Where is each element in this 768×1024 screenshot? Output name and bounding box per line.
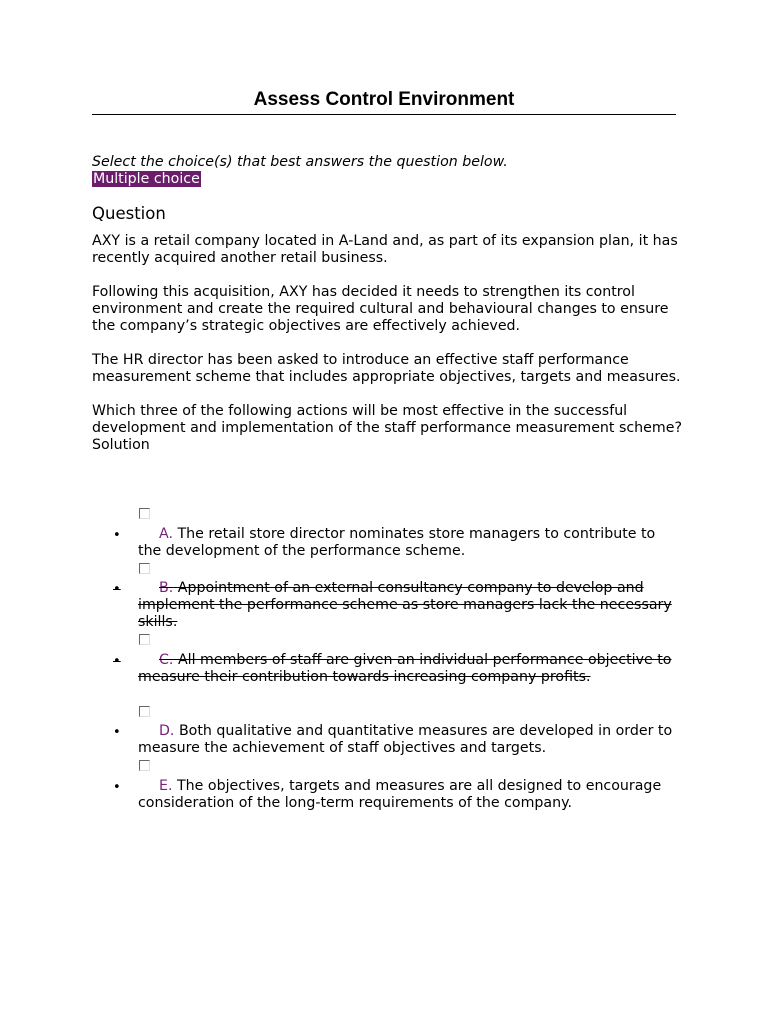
instruction-text: Select the choice(s) that best answers the question below.: [92, 154, 508, 170]
option-label: Both qualitative and quantitative measures are developed in order to measure the achievement of staff objectives and targets.: [138, 723, 673, 756]
option-label: All members of staff are given an individual performance objective to measure their contribution towards increasing company profits.: [138, 652, 672, 685]
option-text[interactable]: [138, 723, 678, 757]
option-checkbox[interactable]: [139, 760, 150, 771]
option-letter: E.: [159, 778, 173, 794]
option-text[interactable]: [138, 580, 678, 631]
question-paragraph: AXY is a retail company located in A-Land and, as part of its expansion plan, it has recently acquired another retail business.: [92, 233, 678, 266]
option-text[interactable]: [138, 526, 678, 560]
question-heading: Question: [92, 204, 166, 223]
option-checkbox[interactable]: [139, 563, 150, 574]
question-type-badge: Multiple choice: [93, 171, 200, 187]
bullet-icon: •: [113, 725, 121, 740]
option-text[interactable]: [138, 652, 678, 686]
question-paragraph: Which three of the following actions will be most effective in the successful development and implementation of the staff performance measurement scheme?: [92, 403, 682, 436]
bullet-icon: •: [113, 654, 121, 669]
bullet-icon: •: [113, 528, 121, 543]
option-letter: C.: [159, 652, 174, 668]
option-letter: B.: [159, 580, 174, 596]
question-paragraph: Following this acquisition, AXY has decided it needs to strengthen its control environment and create the required cultural and behavioural changes to ensure the company’s strategic objectives are effectively achieved.: [92, 284, 669, 334]
bullet-icon: •: [113, 780, 121, 795]
option-label: The objectives, targets and measures are all designed to encourage consideration of the long-term requirements of the company.: [138, 778, 662, 811]
option-text[interactable]: [138, 778, 678, 812]
option-checkbox[interactable]: [139, 634, 150, 645]
option-label: Appointment of an external consultancy company to develop and implement the performance scheme as store managers lack the necessary skills.: [138, 580, 672, 630]
title-divider: [92, 114, 676, 115]
option-letter: D.: [159, 723, 175, 739]
page-title: Assess Control Environment: [253, 89, 515, 110]
option-label: The retail store director nominates store managers to contribute to the development of the performance scheme.: [138, 526, 656, 559]
solution-label: Solution: [92, 437, 150, 453]
question-paragraph: The HR director has been asked to introduce an effective staff performance measurement scheme that includes appropriate objectives, targets and measures.: [92, 352, 681, 385]
option-checkbox[interactable]: [139, 706, 150, 717]
option-checkbox[interactable]: [139, 508, 150, 519]
question-body: [92, 233, 692, 454]
bullet-icon: •: [113, 582, 121, 597]
option-letter: A.: [159, 526, 173, 542]
